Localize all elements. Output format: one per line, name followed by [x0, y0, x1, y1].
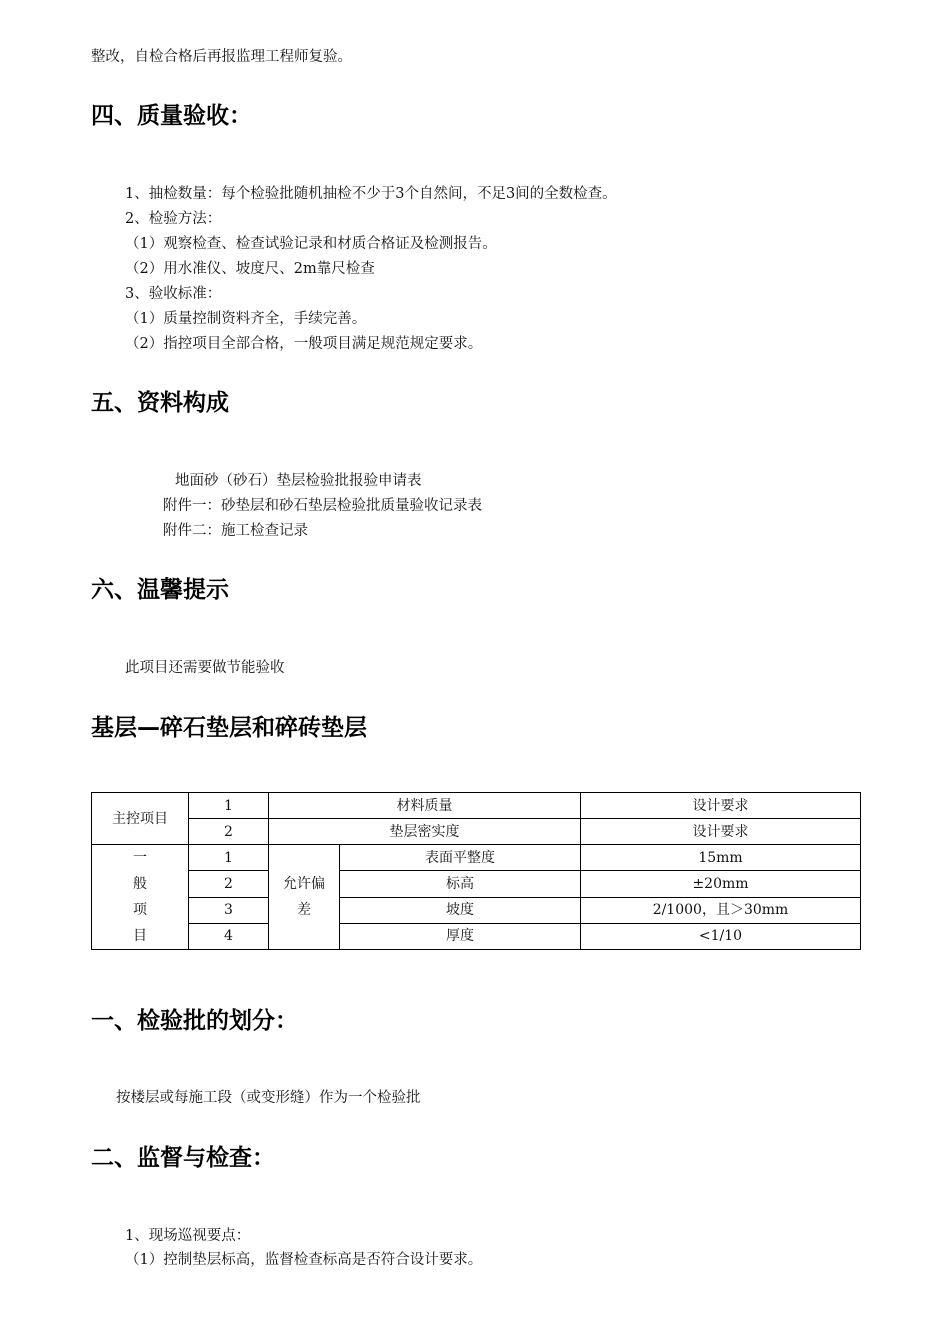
row-number: 4	[189, 923, 269, 949]
general-label-char: 般	[133, 876, 147, 892]
table-row	[92, 819, 861, 845]
paragraph-line: （2）指控项目全部合格，一般项目满足规范规定要求。	[125, 336, 483, 352]
section-heading-supervision: 二、监督与检查：	[91, 1145, 275, 1171]
item-name: 垫层密实度	[269, 819, 581, 845]
document-item: 附件一：砂垫层和砂石垫层检验批质量验收记录表	[163, 498, 482, 514]
allowable-deviation-label	[269, 845, 340, 950]
intro-line: 整改，自检合格后再报监理工程师复验。	[91, 49, 352, 65]
requirement: 2/1000，且＞30mm	[581, 897, 861, 923]
row-number: 3	[189, 897, 269, 923]
section-heading-tips: 六、温馨提示	[91, 577, 229, 603]
general-label-char: 一	[133, 850, 147, 866]
section-heading-documents: 五、资料构成	[91, 390, 229, 416]
row-number: 1	[189, 845, 269, 871]
requirement: <1/10	[581, 923, 861, 949]
requirement: 15mm	[581, 845, 861, 871]
table-row	[92, 845, 861, 871]
section-heading-quality-acceptance: 四、质量验收：	[91, 103, 252, 129]
paragraph-line: 按楼层或每施工段（或变形缝）作为一个检验批	[116, 1090, 421, 1106]
deviation-label-line: 差	[297, 902, 311, 918]
table-row	[92, 897, 861, 923]
requirement: ±20mm	[581, 871, 861, 897]
paragraph-line: 1、抽检数量：每个检验批随机抽检不少于3个自然间，不足3间的全数检查。	[125, 186, 617, 202]
spec-table	[91, 792, 861, 950]
paragraph-line: （1）质量控制资料齐全，手续完善。	[125, 311, 367, 327]
item-name: 标高	[340, 871, 581, 897]
item-name: 坡度	[340, 897, 581, 923]
tip-line: 此项目还需要做节能验收	[125, 660, 285, 676]
paragraph-line: （1）观察检查、检查试验记录和材质合格证及检测报告。	[125, 236, 497, 252]
item-name: 材料质量	[269, 793, 581, 819]
item-name: 表面平整度	[340, 845, 581, 871]
row-number: 1	[189, 793, 269, 819]
row-number: 2	[189, 819, 269, 845]
main-title: 基层—碎石垫层和碎砖垫层	[91, 715, 367, 741]
paragraph-line: 2、检验方法：	[125, 211, 222, 227]
paragraph-line: 3、验收标准：	[125, 286, 222, 302]
row-number: 2	[189, 871, 269, 897]
general-items-label	[92, 845, 189, 950]
paragraph-line: （2）用水准仪、坡度尺、2m靠尺检查	[125, 261, 375, 277]
main-control-label: 主控项目	[92, 793, 189, 845]
paragraph-line: （1）控制垫层标高，监督检查标高是否符合设计要求。	[125, 1252, 483, 1268]
requirement: 设计要求	[581, 793, 861, 819]
table-row	[92, 793, 861, 819]
document-item: 地面砂（砂石）垫层检验批报验申请表	[175, 473, 422, 489]
general-label-char: 项	[133, 902, 147, 918]
general-label-char: 目	[133, 928, 147, 944]
item-name: 厚度	[340, 923, 581, 949]
section-heading-batch-division: 一、检验批的划分：	[91, 1008, 298, 1034]
table-row	[92, 923, 861, 949]
document-item: 附件二：施工检查记录	[163, 523, 308, 539]
deviation-label-line: 允许偏	[283, 876, 325, 892]
table-row	[92, 871, 861, 897]
requirement: 设计要求	[581, 819, 861, 845]
paragraph-line: 1、现场巡视要点：	[125, 1228, 251, 1244]
